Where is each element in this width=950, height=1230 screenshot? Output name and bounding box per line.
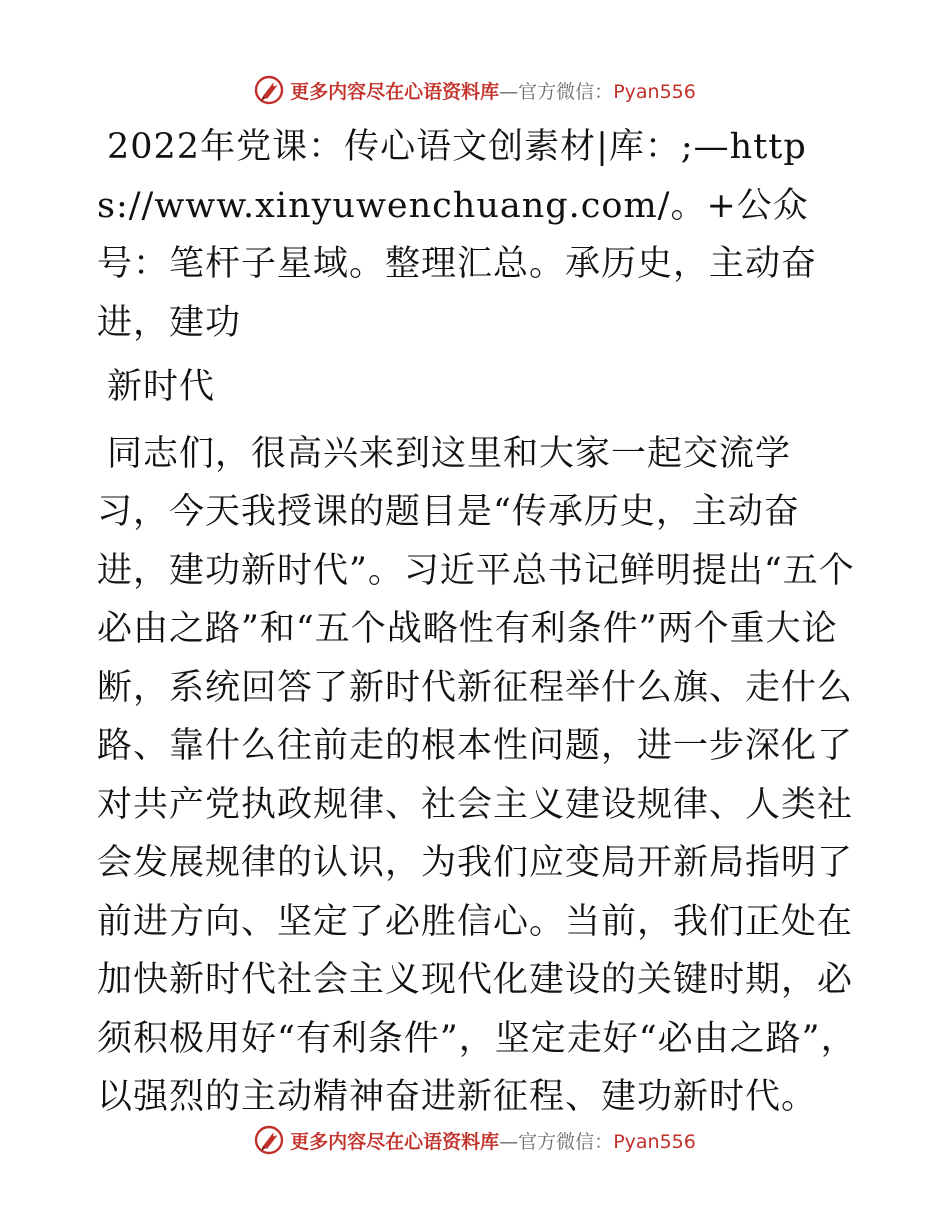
watermark-header	[0, 72, 950, 108]
pen-nib-logo-icon	[254, 1125, 284, 1155]
document-heading: 2022年党课：传心语文创素材|库：;—https://www.xinyuwenchuang.com/。+公众号：笔杆子星域。整理汇总。承历史，主动奋进，建功	[97, 127, 818, 343]
watermark-separator: —官方微信：	[499, 1130, 614, 1153]
watermark-separator: —官方微信：	[499, 80, 614, 103]
watermark-text	[290, 77, 696, 104]
watermark-main-text: 更多内容尽在心语资料库	[290, 80, 500, 103]
watermark-wechat-id: Pyan556	[613, 1130, 696, 1153]
watermark-footer	[0, 1122, 950, 1158]
watermark-wechat-id: Pyan556	[613, 80, 696, 103]
document-subheading: 新时代	[107, 367, 216, 407]
document-body	[97, 118, 857, 1127]
watermark-text	[290, 1127, 696, 1154]
document-paragraph: 同志们，很高兴来到这里和大家一起交流学习，今天我授课的题目是“传承历史，主动奋进，建功新时代”。习近平总书记鲜明提出“五个必由之路”和“五个战略性有利条件”两个重大论断，系统回答了新时代新征程举什么旗、走什么路、靠什么往前走的根本性问题，进一步深化了对共产党执政规律、社会主义建设规律、人类社会发展规律的认识，为我们应变局开新局指明了前进方向、坚定了必胜信心。当前，我们正处在加快新时代社会主义现代化建设的关键时期，必须积极用好“有利条件”，坚定走好“必由之路”，以强烈的主动精神奋进新征程、建功新时代。	[97, 433, 857, 1117]
watermark-main-text: 更多内容尽在心语资料库	[290, 1130, 500, 1153]
pen-nib-logo-icon	[254, 75, 284, 105]
